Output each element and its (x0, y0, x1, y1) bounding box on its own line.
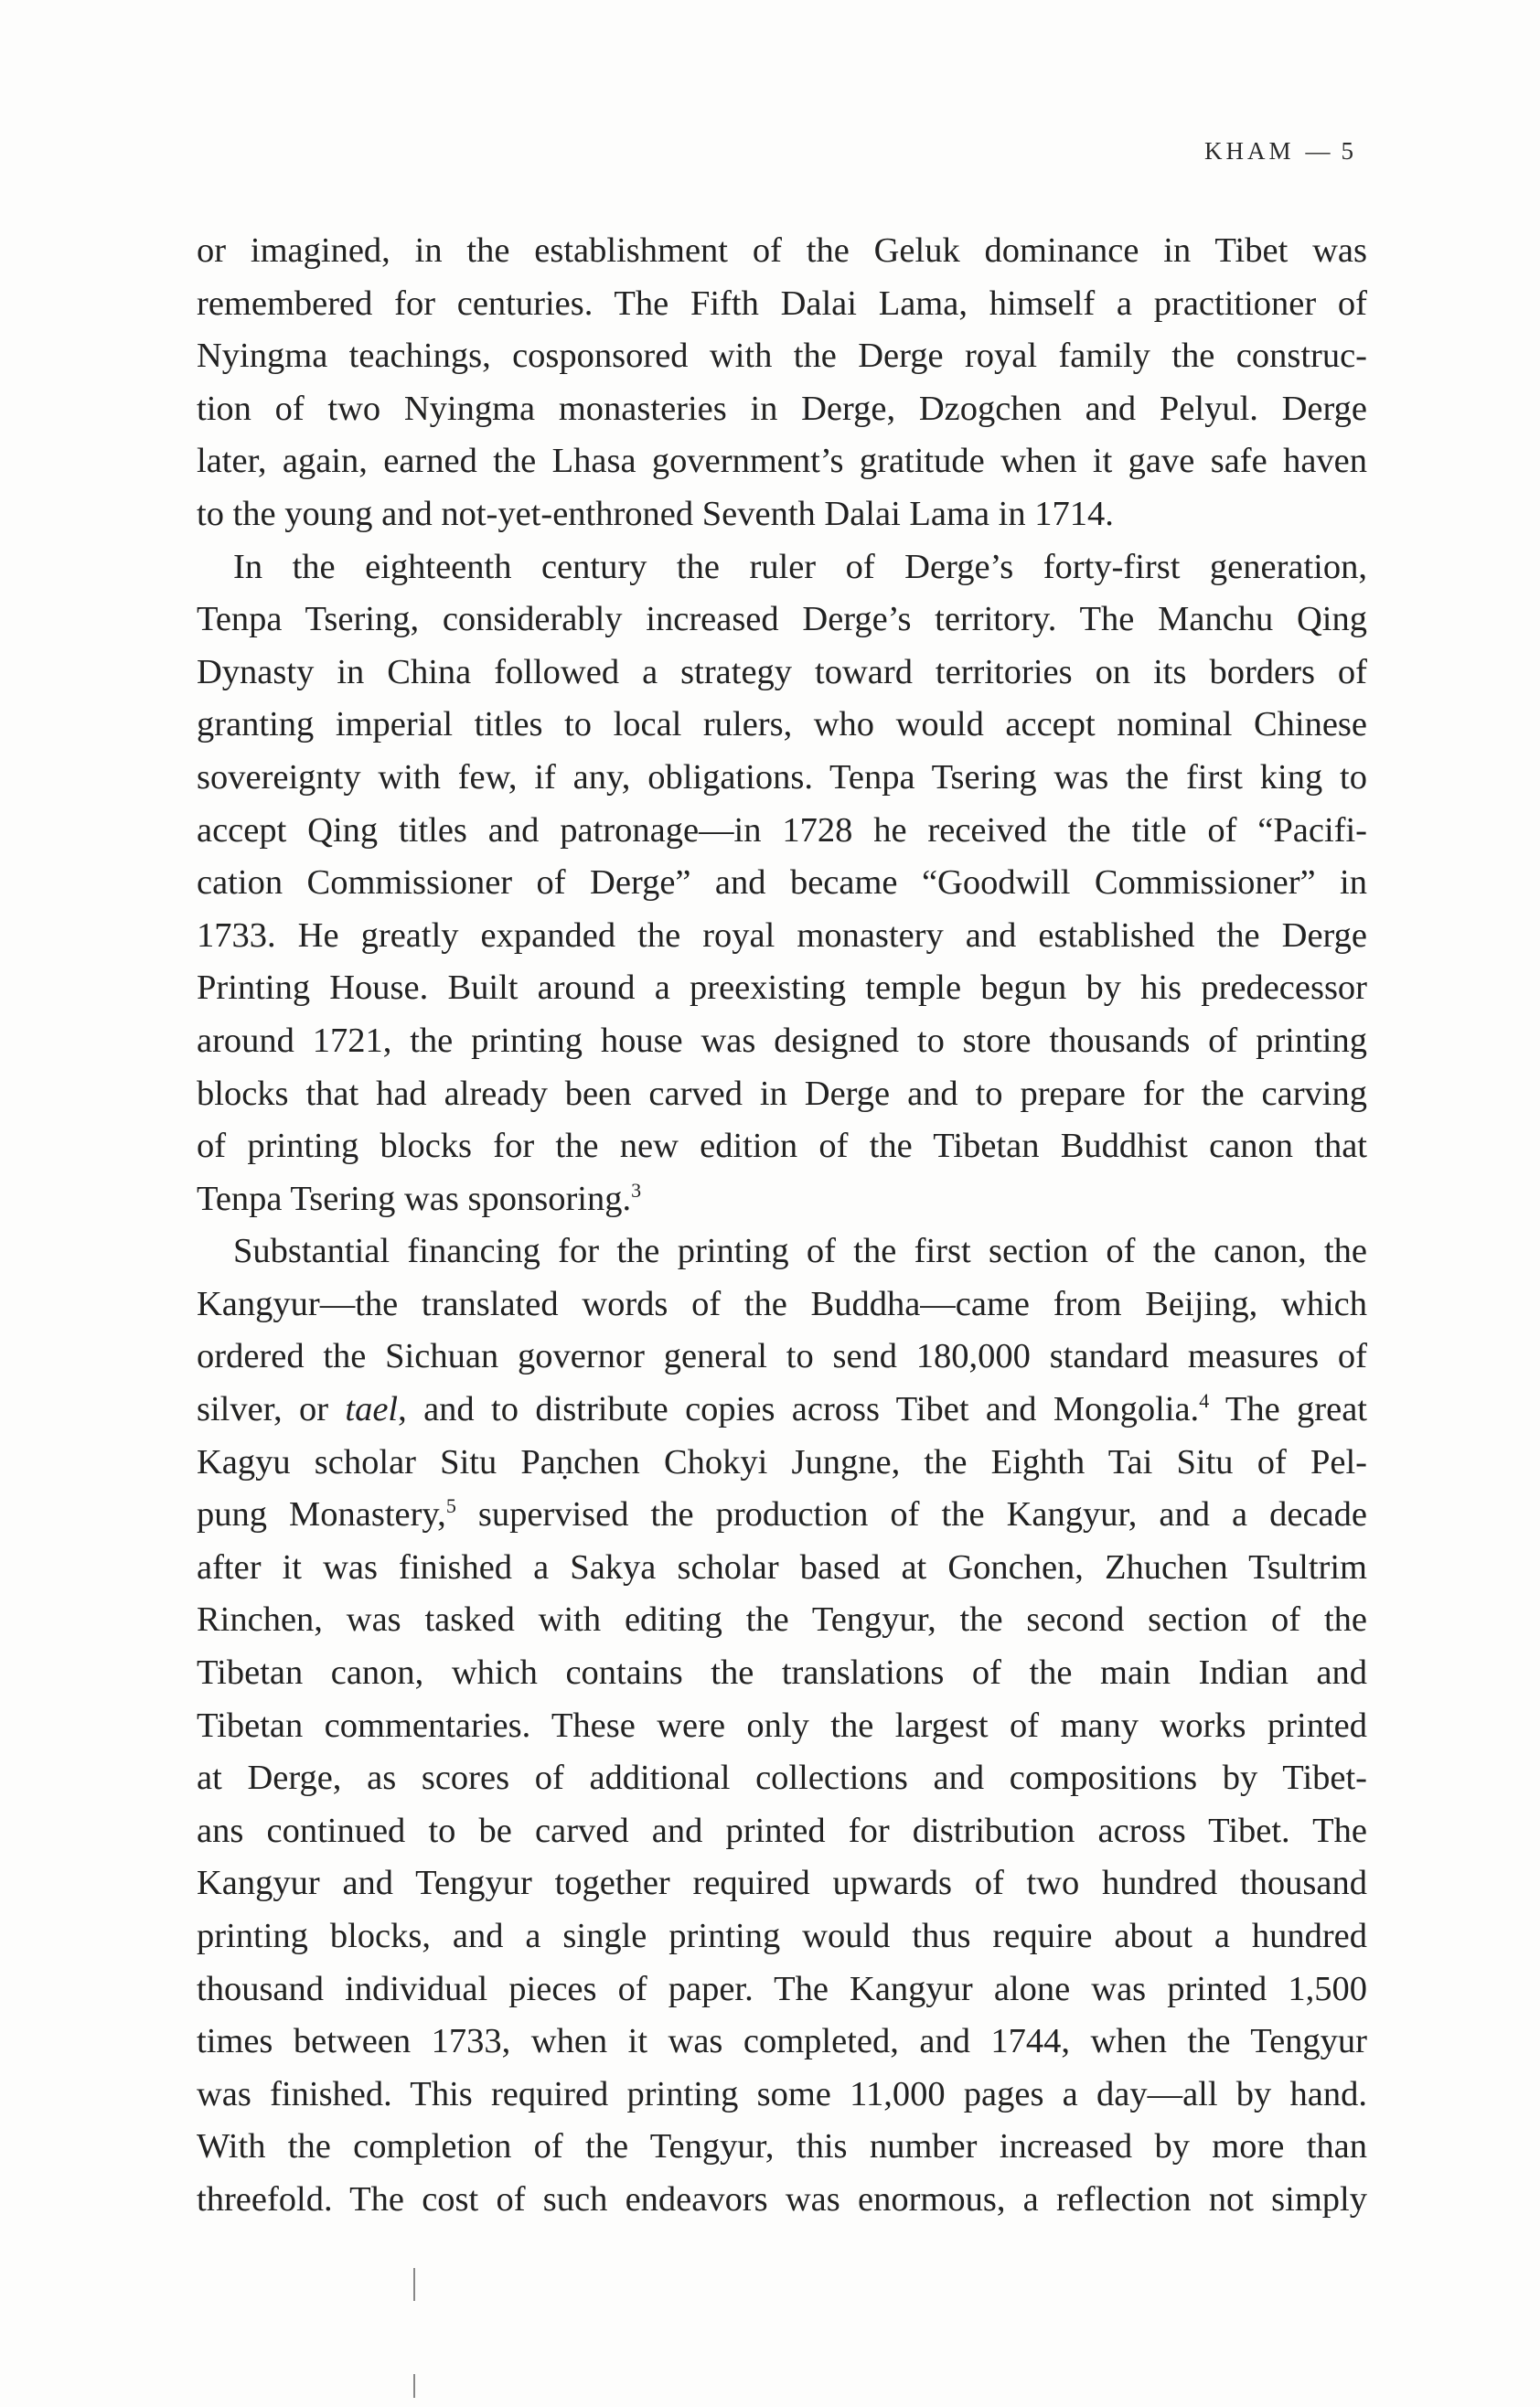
text-line: ordered the Sichuan governor general to send 180,000 standard measures of (197, 1337, 1367, 1376)
running-header (1204, 137, 1357, 166)
text-line (197, 1173, 1367, 1226)
text-line: In the eighteenth century the ruler of Derge’s forty-first generation, (233, 547, 1367, 586)
page-number: 5 (1341, 137, 1357, 165)
text-line: Kangyur—the translated words of the Buddha—came from Beijing, which (197, 1284, 1367, 1323)
text-line: was finished. This required printing some 11,000 pages a day—all by hand. (197, 2074, 1367, 2113)
text-line: granting imperial titles to local rulers, who would accept nominal Chinese (197, 705, 1367, 744)
footnote-ref[interactable]: 4 (1199, 1389, 1210, 1413)
text-line: remembered for centuries. The Fifth Dalai Lama, himself a practitioner of (197, 283, 1367, 323)
footnote-ref[interactable]: 5 (445, 1494, 456, 1518)
body-text (197, 225, 1367, 2227)
text-line: 1733. He greatly expanded the royal monastery and established the Derge (197, 915, 1367, 955)
text-line: tion of two Nyingma monasteries in Derge, Dzogchen and Pelyul. Derge (197, 389, 1367, 428)
italic-term: tael (345, 1390, 399, 1429)
text-line: of printing blocks for the new edition of the Tibetan Buddhist canon that (197, 1127, 1367, 1166)
running-title: KHAM (1203, 137, 1295, 165)
text-line: sovereignty with few, if any, obligations. Tenpa Tsering was the first king to (197, 757, 1367, 797)
text-line: Rinchen, was tasked with editing the Tengyur, the second section of the (197, 1600, 1367, 1640)
text-line: Dynasty in China followed a strategy toward territories on its borders of (197, 652, 1367, 691)
text-line: With the completion of the Tengyur, this number increased by more than (197, 2127, 1367, 2166)
line-text: , and to distribute copies across Tibet and Mongolia. (398, 1390, 1200, 1429)
text-line: around 1721, the printing house was designed to store thousands of printing (197, 1021, 1367, 1060)
text-line: Kagyu scholar Situ Paṇchen Chokyi Jungne, the Eighth Tai Situ of Pel- (197, 1442, 1367, 1482)
text-line (197, 1384, 1367, 1437)
text-line: Tibetan canon, which contains the translations of the main Indian and (197, 1653, 1367, 1693)
line-text: The great (1209, 1390, 1367, 1429)
line-text: silver, or (197, 1390, 346, 1429)
line-text: supervised the production of the Kangyur, and a decade (455, 1495, 1367, 1535)
text-line: Substantial financing for the printing of the first section of the canon, the (233, 1232, 1367, 1271)
scan-mark (413, 2268, 415, 2301)
line-text: pung Monastery, (197, 1495, 446, 1535)
text-line: Nyingma teachings, cosponsored with the Derge royal family the construc- (197, 337, 1367, 376)
text-line (197, 1489, 1367, 1542)
text-line: Printing House. Built around a preexisting temple begun by his predecessor (197, 968, 1367, 1008)
header-separator: — (1305, 137, 1331, 165)
text-line: threefold. The cost of such endeavors was enormous, a reflection not simply (197, 2179, 1367, 2219)
text-line: after it was finished a Sakya scholar based at Gonchen, Zhuchen Tsultrim (197, 1547, 1367, 1587)
text-line: thousand individual pieces of paper. The Kangyur alone was printed 1,500 (197, 1969, 1367, 2008)
text-line: Kangyur and Tengyur together required upwards of two hundred thousand (197, 1864, 1367, 1903)
scan-mark (413, 2374, 415, 2398)
line-text: Tenpa Tsering was sponsoring. (197, 1179, 632, 1218)
footnote-ref[interactable]: 3 (631, 1178, 642, 1202)
text-line: at Derge, as scores of additional collections and compositions by Tibet- (197, 1759, 1367, 1798)
text-line: later, again, earned the Lhasa government’s gratitude when it gave safe haven (197, 442, 1367, 481)
text-line: to the young and not-yet-enthroned Seventh Dalai Lama in 1714. (197, 494, 1114, 533)
text-line: Tibetan commentaries. These were only the largest of many works printed (197, 1706, 1367, 1745)
text-line: accept Qing titles and patronage—in 1728 he received the title of “Pacifi- (197, 810, 1367, 850)
text-line: Tenpa Tsering, considerably increased Derge’s territory. The Manchu Qing (197, 600, 1367, 639)
text-line: printing blocks, and a single printing would thus require about a hundred (197, 1917, 1367, 1955)
text-line: ans continued to be carved and printed for distribution across Tibet. The (197, 1811, 1367, 1850)
text-line: times between 1733, when it was completed, and 1744, when the Tengyur (197, 2022, 1367, 2061)
text-line: blocks that had already been carved in Derge and to prepare for the carving (197, 1074, 1367, 1113)
text-line: cation Commissioner of Derge” and became “Goodwill Commissioner” in (197, 863, 1367, 903)
text-line: or imagined, in the establishment of the Geluk dominance in Tibet was (197, 231, 1367, 270)
